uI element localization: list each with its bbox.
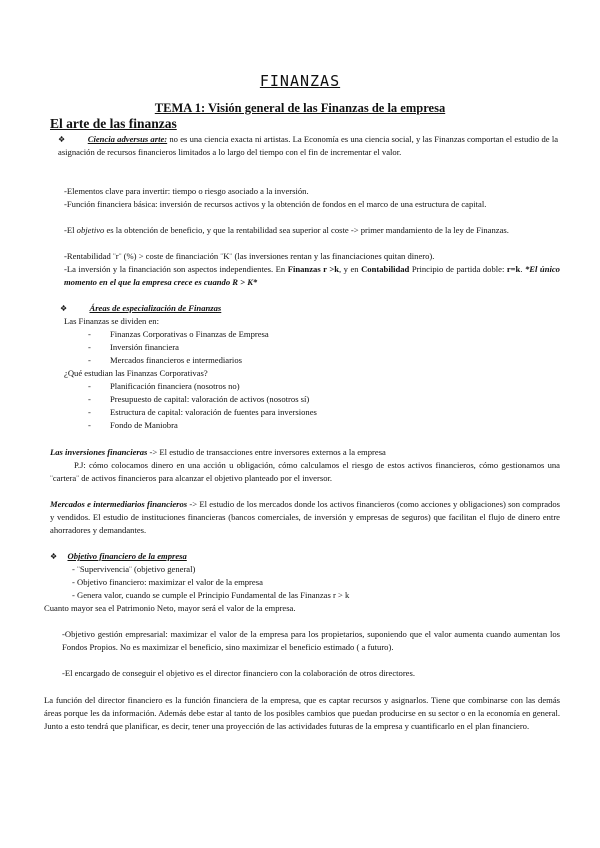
list-item: - Mercados financieros e intermediarios (88, 355, 242, 365)
list-item: - Genera valor, cuando se cumple el Principio Fundamental de las Finanzas r > k (72, 590, 350, 600)
list-item: - Presupuesto de capital: valoración de activos (nosotros sí) (88, 394, 310, 404)
objetivo-heading: Objetivo financiero de la empresa (67, 551, 187, 561)
document-title: FINANZAS (259, 72, 341, 90)
inversion-bold-rk: r=k (506, 264, 521, 274)
funcion-paragraph: -Función financiera básica: inversión de recursos activos y la obtención de fondos en el marco de una estructura de capital. (64, 199, 487, 209)
areas-heading-row (60, 302, 221, 315)
inversion-mid: , y en (339, 264, 362, 274)
objetivo-pre: -El (64, 225, 77, 235)
inversion-pre: -La inversión y la financiación son aspectos independientes. En (64, 264, 288, 274)
diamond-bullet-icon: ❖ (50, 552, 58, 561)
inversiones-example: P.J: cómo colocamos dinero en una acción u obligación, cómo calculamos el riesgo de estos activos financieros, cómo gestionamos una ¨cartera¨ de activos financieros para alcanzar el objetivo planteado por el inversor. (50, 460, 560, 483)
areas-intro: Las Finanzas se dividen en: (64, 316, 159, 326)
patrimonio-line: Cuanto mayor sea el Patrimonio Neto, mayor será el valor de la empresa. (44, 603, 296, 613)
objetivo-word: objetivo (76, 225, 105, 235)
inversion-post: . (520, 264, 525, 274)
inversion-paragraph (64, 263, 560, 289)
areas-question: ¿Qué estudian las Finanzas Corporativas? (64, 368, 208, 378)
inversion-bold-finanzas: Finanzas r >k (287, 264, 340, 274)
mercados-paragraph (50, 498, 560, 537)
corporativas-list (88, 380, 317, 432)
elementos-line: -Elementos clave para invertir: tiempo o riesgo asociado a la inversión. (64, 186, 309, 196)
objetivo-heading-row (50, 550, 187, 563)
diamond-bullet-icon: ❖ (60, 304, 68, 313)
inversion-bold-contabilidad: Contabilidad (361, 264, 410, 274)
mercados-term: Mercados e intermediarios financieros (50, 499, 188, 509)
inversion-mid2: Principio de partida doble: (409, 264, 507, 274)
topic-title: TEMA 1: Visión general de las Finanzas de la empresa (154, 101, 446, 115)
list-item: - Fondo de Maniobra (88, 420, 178, 430)
objetivo-post: es la obtención de beneficio, y que la rentabilidad sea superior al coste -> primer mandamiento de la ley de Finanzas. (104, 225, 509, 235)
list-item: - ¨Supervivencia¨ (objetivo general) (72, 564, 196, 574)
inversion-highlight: *El único momento en el que la empresa crece es cuando R > K* (64, 264, 560, 287)
ciencia-term: Ciencia adversus arte: (87, 134, 168, 144)
areas-list (88, 328, 269, 367)
list-item: - Inversión financiera (88, 342, 179, 352)
mercados-text: -> El estudio de los mercados donde los activos financieros (como acciones y obligaciones) son comprados y vendidos. El estudio de instituciones financieras (bancos comerciales, de inversión y empresas de seguros) que facilitan el flujo de dinero entre ahorradores y demandantes. (50, 499, 560, 535)
inversiones-line (50, 446, 560, 459)
objetivo-paragraph (64, 224, 560, 237)
inversiones-text: -> El estudio de transacciones entre inversores externos a la empresa (147, 447, 386, 457)
list-item: - Planificación financiera (nosotros no) (88, 381, 240, 391)
list-item: - Estructura de capital: valoración de fuentes para inversiones (88, 407, 317, 417)
gestion-paragraph: -Objetivo gestión empresarial: maximizar el valor de la empresa para los propietarios, suponiendo que el valor aumenta cuando aumentan los Fondos Propios. No es maximizar el beneficio, sino maximizar el beneficio estimado ( a futuro). (62, 629, 560, 652)
inversiones-term: Las inversiones financieras (50, 447, 148, 457)
rentabilidad-line: -Rentabilidad ¨r¨ (%) > coste de financiación ¨K¨ (las inversiones rentan y las financiaciones quitan dinero). (64, 251, 435, 261)
section-title: El arte de las finanzas (50, 116, 177, 131)
encargado-line: -El encargado de conseguir el objetivo es el director financiero con la colaboración de otros directores. (62, 668, 415, 678)
final-paragraph: La función del director financiero es la función financiera de la empresa, que es captar recursos y asignarlos. Tiene que combinarse con las demás áreas porque les da información. Además debe estar al tanto de los posibles cambios que puedan producirse en su sector o en la economía en general. Junto a esto tendrá que planificar, es decir, tener una proyección de las actividades futuras de la empresa y cuantificarlo en el plan financiero. (44, 695, 560, 731)
ciencia-paragraph (58, 133, 558, 159)
diamond-bullet-icon: ❖ (58, 135, 66, 144)
ciencia-text: no es una ciencia exacta ni artistas. La Economía es una ciencia social, y las Finanzas comportan el estudio de la asignación de recursos financieros limitados a lo largo del tiempo con el fin de incrementar el valor. (58, 134, 559, 157)
list-item: - Finanzas Corporativas o Finanzas de Empresa (88, 329, 269, 339)
list-item: - Objetivo financiero: maximizar el valor de la empresa (72, 577, 263, 587)
areas-heading: Áreas de especialización de Finanzas (89, 303, 222, 313)
objetivo-list (72, 563, 349, 602)
